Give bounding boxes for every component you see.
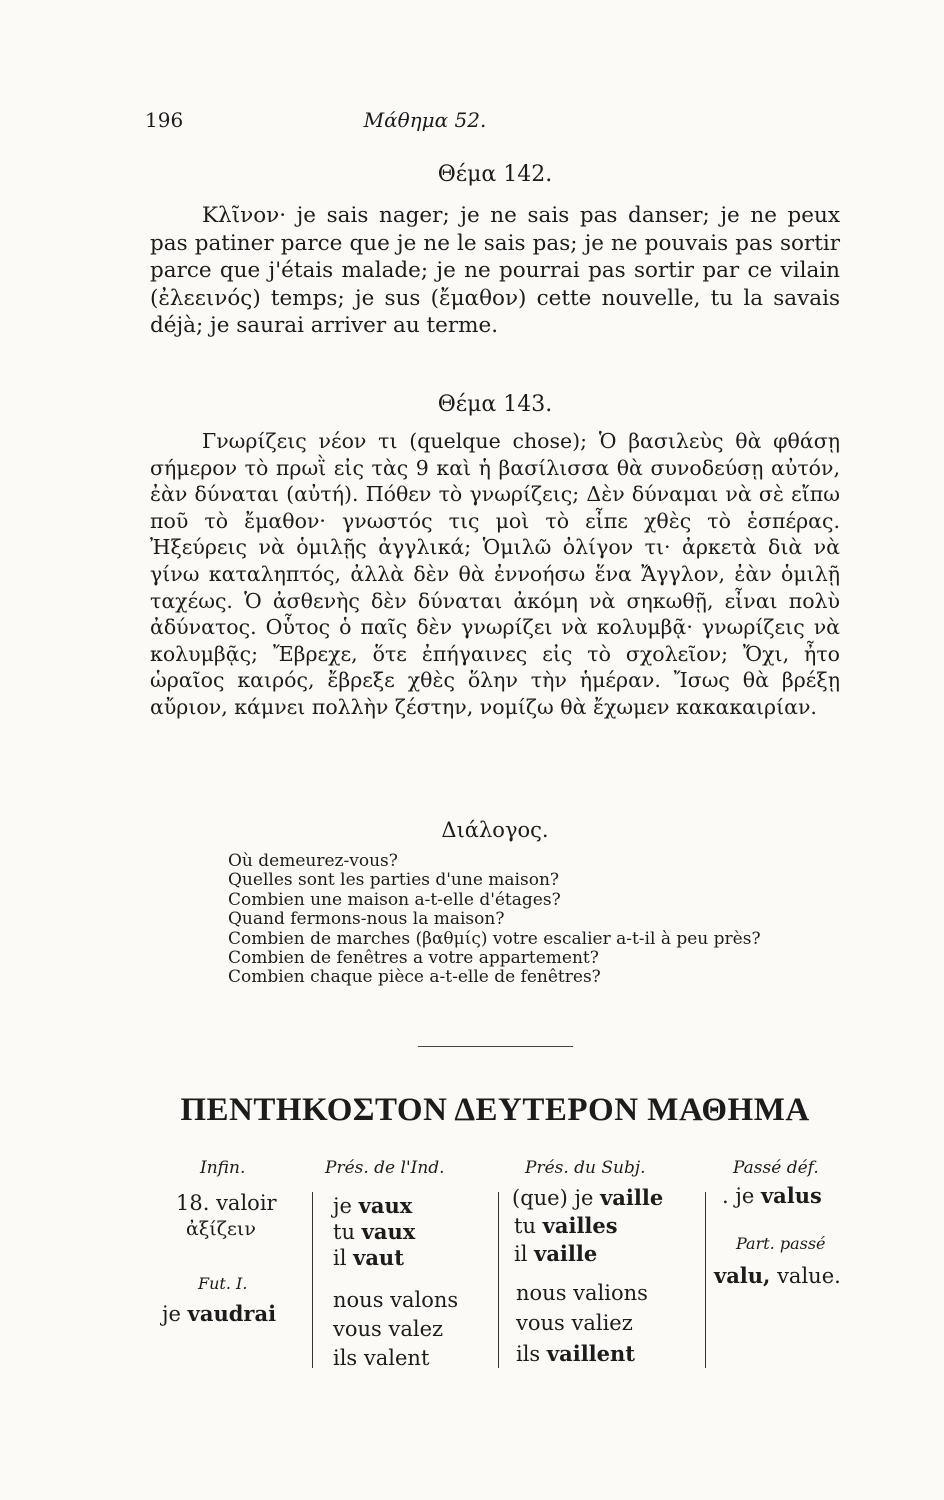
theme-143-text: Γνωρίζεις νέον τι (quelque chose); Ὁ βασιλεὺς θὰ φθάσῃ σήμερον τὸ πρωῒ εἰς τὰς 9 καὶ ἡ βασίλισσα θὰ συνοδεύσῃ αὐτόν, ἐὰν δύναται (αὐτή). Πόθεν τὸ γνωρίζεις; Δὲν δύναμαι νὰ σὲ εἴπω ποῦ τὸ ἔμαθον· γνωστός τις μοὶ τὸ εἶπε χθὲς τὸ ἑσπέρας. Ἠξεύρεις νὰ ὁμιλῇς ἀγγλικά; Ὁμιλῶ ὀλίγον τι· ἀρκετὰ διὰ νὰ γίνω καταληπτός, ἀλλὰ δὲν θὰ ἐννοήσω ἕνα Ἄγγλον, ἐὰν ὁμιλῇ ταχέως. Ὁ ἀσθενὴς δὲν δύναται ἀκόμη νὰ σηκωθῇ, εἶναι πολὺ ἀδύνατος. Οὗτος ὁ παῖς δὲν γνωρίζει νὰ κολυμβᾷ· γνωρίζεις νὰ κολυμβᾷς; Ἔβρεχε, ὅτε ἐπήγαινες εἰς τὸ σχολεῖον; Ὄχι, ἦτο ὡραῖος καιρός, ἔβρεξε χθὲς ὅλην τὴν ἡμέραν. Ἴσως θὰ βρέξῃ αὔριον, κάμνει πολλὴν ζέστην, νομίζω θὰ ἔχωμεν κακακαιρίαν. xyxy=(150,429,840,719)
section-divider xyxy=(418,1046,573,1047)
infinitive-greek: ἀξίζειν xyxy=(186,1218,256,1240)
participle-label: Part. passé xyxy=(736,1234,826,1253)
pres-subj-5: vous valiez xyxy=(516,1311,633,1335)
theme-142-title: Θέμα 142. xyxy=(437,162,553,187)
dialogue-line: Combien de marches (βαθμίς) votre escalier a-t-il à peu près? xyxy=(228,928,761,949)
dialogue-line: Combien de fenêtres a votre appartement? xyxy=(228,948,599,969)
running-head: Μάθημα 52. xyxy=(363,108,487,132)
theme-142-text: Κλῖνον· je sais nager; je ne sais pas danser; je ne peux pas patiner parce que je ne le sais pas; je ne pouvais pas sortir parce que j'étais malade; je ne pourrai pas sortir par ce vilain (ἐλεεινός) temps; je sus (ἔμαθον) cette nouvelle, tu la savais déjà; je saurai arriver au terme. xyxy=(150,203,840,339)
column-separator xyxy=(312,1192,313,1368)
future-stem: vaudrai xyxy=(187,1301,277,1326)
future-label: Fut. I. xyxy=(198,1274,248,1293)
header-present-indicative: Prés. de l'Ind. xyxy=(325,1158,445,1178)
infinitive-form: 18. valoir xyxy=(176,1191,277,1215)
column-separator xyxy=(705,1192,706,1368)
header-passe-defini: Passé déf. xyxy=(733,1158,819,1178)
page-number: 196 xyxy=(145,108,184,132)
dialogue-line: Combien chaque pièce a-t-elle de fenêtres? xyxy=(228,967,601,988)
future-pronoun: je xyxy=(162,1302,181,1326)
passe-defini-form: . je valus xyxy=(722,1183,822,1208)
future-form xyxy=(162,1300,276,1328)
dialogue-questions xyxy=(228,852,848,988)
dialogue-title: Διάλογος. xyxy=(441,818,549,842)
theme-143-title: Θέμα 143. xyxy=(437,392,553,417)
pres-ind-5: vous valez xyxy=(333,1317,444,1341)
column-separator xyxy=(498,1192,499,1368)
pres-ind-2: tu vaux xyxy=(333,1219,416,1244)
pres-ind-6: ils valent xyxy=(333,1346,430,1370)
pres-ind-1: je vaux xyxy=(333,1193,413,1218)
lesson-title: ΠΕΝΤΗΚΟΣΤΟΝ ΔΕΥΤΕΡΟΝ ΜΑΘΗΜΑ xyxy=(180,1092,810,1128)
header-present-subjunctive: Prés. du Subj. xyxy=(525,1158,646,1178)
pres-subj-6: ils vaillent xyxy=(516,1341,635,1366)
dialogue-line: Quelles sont les parties d'une maison? xyxy=(228,870,560,891)
dialogue-line: Combien une maison a-t-elle d'étages? xyxy=(228,889,561,910)
pres-ind-3: il vaut xyxy=(333,1245,404,1270)
dialogue-line: Quand fermons-nous la maison? xyxy=(228,909,505,930)
pres-subj-4: nous valions xyxy=(516,1281,648,1305)
dialogue-line: Où demeurez-vous? xyxy=(228,851,398,871)
pres-ind-4: nous valons xyxy=(333,1288,459,1312)
pres-subj-2: tu vailles xyxy=(514,1213,618,1238)
pres-subj-3: il vaille xyxy=(514,1241,598,1266)
participle-form: valu, value. xyxy=(714,1263,841,1288)
pres-subj-1: (que) je vaille xyxy=(512,1185,664,1210)
header-infinitive: Infin. xyxy=(200,1158,246,1178)
